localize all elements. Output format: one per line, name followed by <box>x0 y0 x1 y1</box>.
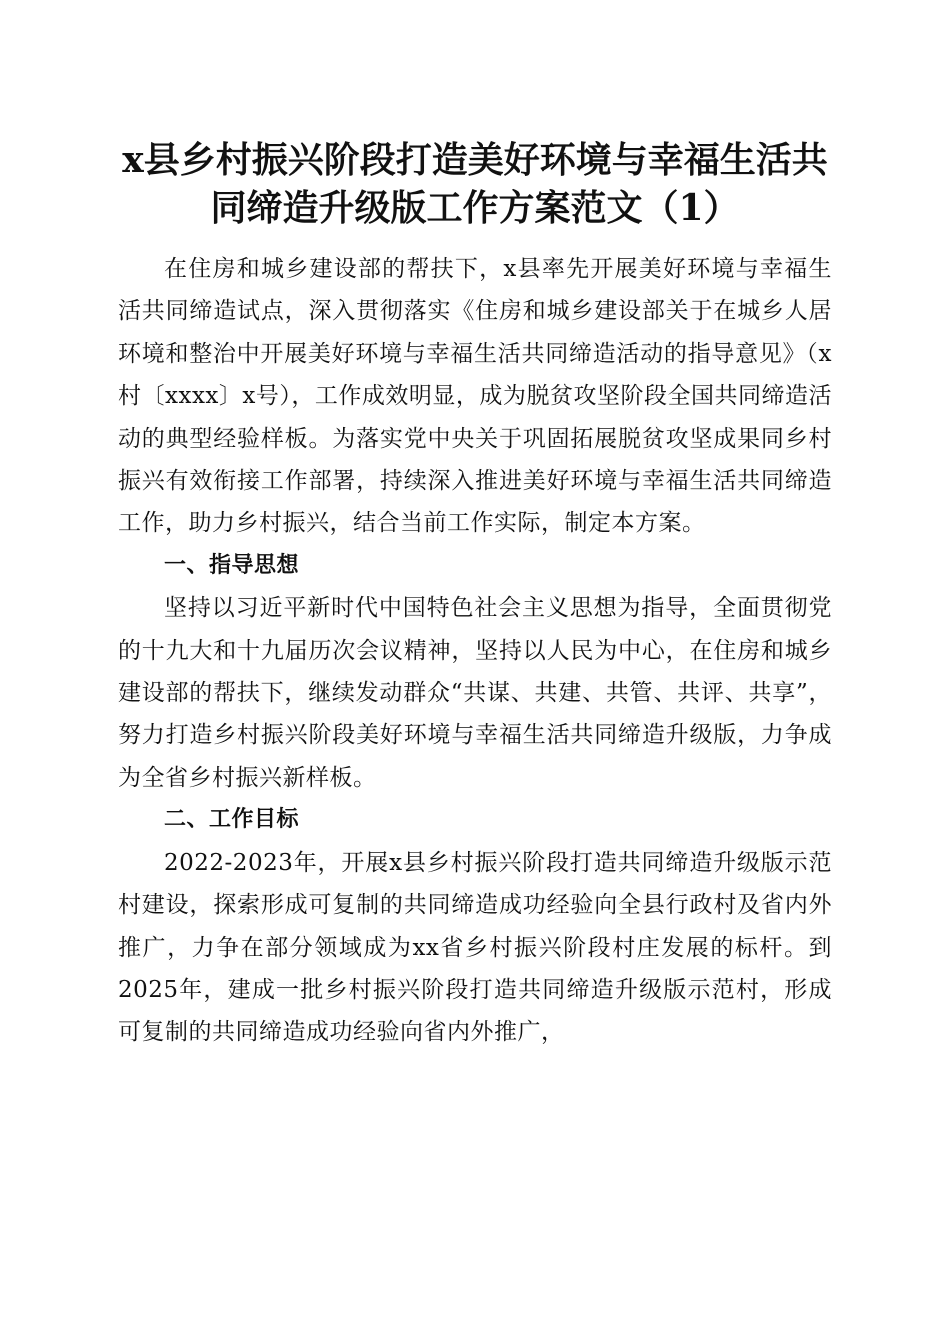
section-heading-work-goals: 二、工作目标 <box>164 807 300 833</box>
intro-paragraph: 在住房和城乡建设部的帮扶下，x县率先开展美好环境与幸福生活共同缔造试点，深入贯彻落实《住房和城乡建设部关于在城乡人居环境和整治中开展美好环境与幸福生活共同缔造活动的指导意见》（x村〔xxxx〕x号），工作成效明显，成为脱贫攻坚阶段全国共同缔造活动的典型经验样板。为落实党中央关于巩固拓展脱贫攻坚成果同乡村振兴有效衔接工作部署，持续深入推进美好环境与幸福生活共同缔造工作，助力乡村振兴，结合当前工作实际，制定本方案。 <box>118 256 832 537</box>
title-line-1: x县乡村振兴阶段打造美好环境与幸福生活共 <box>122 139 828 181</box>
guiding-ideology-paragraph: 坚持以习近平新时代中国特色社会主义思想为指导，全面贯彻党的十九大和十九届历次会议精神，坚持以人民为中心，在住房和城乡建设部的帮扶下，继续发动群众“共谋、共建、共管、共评、共享”，努力打造乡村振兴阶段美好环境与幸福生活共同缔造升级版，力争成为全省乡村振兴新样板。 <box>118 595 832 791</box>
title-line-2: 同缔造升级版工作方案范文（1） <box>210 187 740 229</box>
document-body <box>118 248 832 1054</box>
document-title <box>100 136 850 232</box>
work-goals-paragraph: 2022-2023年，开展x县乡村振兴阶段打造共同缔造升级版示范村建设，探索形成可复制的共同缔造成功经验向全县行政村及省内外推广，力争在部分领域成为xx省乡村振兴阶段村庄发展的标杆。到2025年，建成一批乡村振兴阶段打造共同缔造升级版示范村，形成可复制的共同缔造成功经验向省内外推广， <box>118 849 832 1046</box>
section-heading-guiding-ideology: 一、指导思想 <box>164 552 300 578</box>
